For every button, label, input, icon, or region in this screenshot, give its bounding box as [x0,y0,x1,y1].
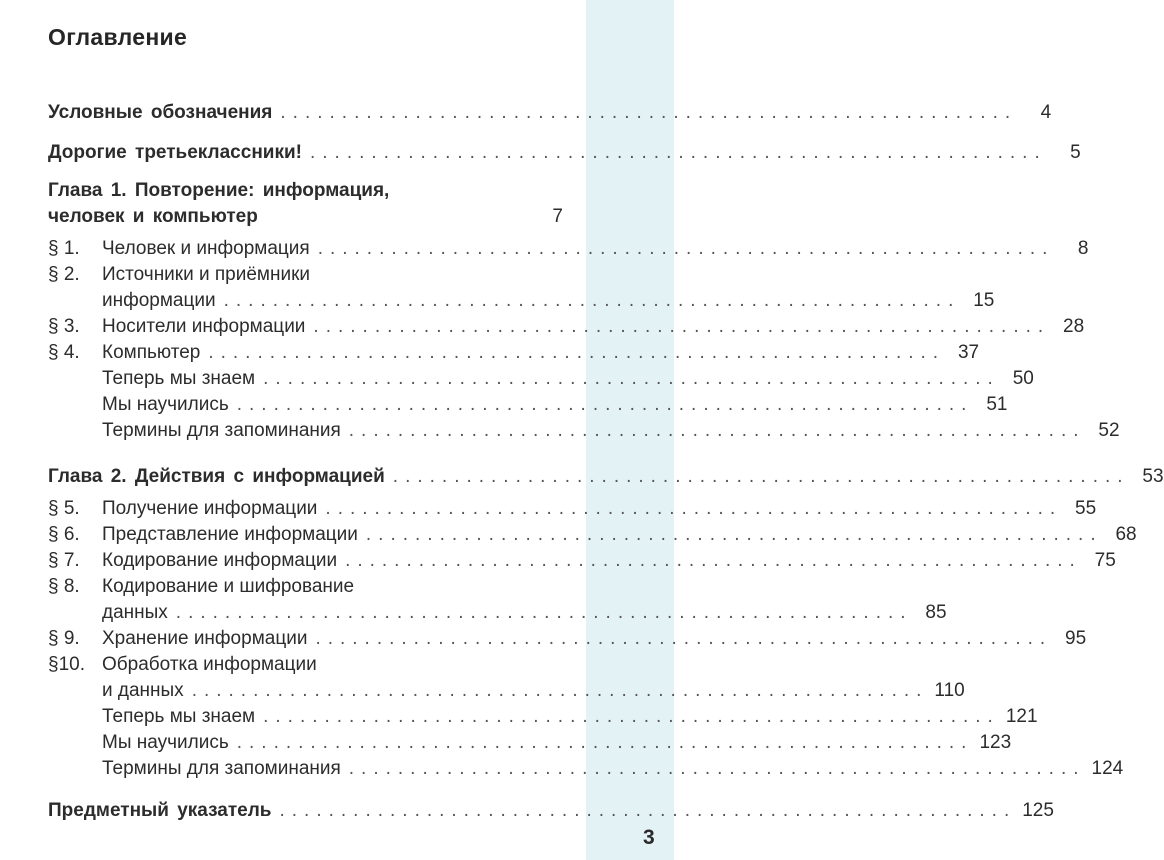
dot-leader: ............................................................ [392,466,1130,487]
toc-entry-title: Термины для запоминания [102,420,341,441]
toc-page-number: 7 [552,206,563,227]
section-title: Кодирование и шифрование [102,576,355,597]
toc-entry-title: Условные обозначения [48,102,273,123]
toc-ch2-learned[interactable] [48,732,1012,758]
toc-page-number: 4 [1040,102,1052,123]
toc-section-2[interactable] [48,264,563,290]
toc-entry-title: Дорогие третьеклассники! [48,142,302,163]
toc-section-8[interactable] [48,576,563,602]
toc-section-10[interactable] [48,654,563,680]
section-title: Кодирование информации [102,550,338,571]
section-number: § 7. [48,550,80,571]
dot-leader: ............................................................ [208,342,946,363]
toc-section-5[interactable] [48,498,1097,524]
dot-leader: ............................................................ [175,602,913,623]
page-number: 3 [643,826,655,849]
section-number: § 5. [48,498,80,519]
toc-page-number: 121 [1005,706,1038,727]
dot-leader: ............................................................ [365,524,1103,545]
toc-section-3[interactable] [48,316,1085,342]
table-of-contents [48,96,1164,821]
dot-leader: ............................................................ [263,706,1000,727]
toc-page-number: 124 [1091,758,1124,779]
toc-ch1-known[interactable] [48,368,1034,394]
toc-page-number: 28 [1063,316,1085,337]
section-title: Источники и приёмники [102,264,311,285]
dot-leader: ............................................................ [310,142,1047,163]
chapter-title: Глава 2. Действия с информацией [48,466,385,487]
dot-leader: ............................................................ [345,550,1082,571]
toc-ch2-terms[interactable] [48,758,1124,784]
toc-section-10-cont[interactable] [48,680,965,706]
toc-page-number: 85 [925,602,947,623]
section-number: § 9. [48,628,80,649]
toc-page-number: 53 [1142,466,1164,487]
section-number: § 8. [48,576,80,597]
dot-leader: ............................................................ [279,800,1017,821]
dot-leader: ............................................................ [325,498,1063,519]
dot-leader: ............................................................ [236,394,974,415]
section-title: Хранение информации [102,628,308,649]
toc-page-number: 15 [973,290,995,311]
section-number: § 2. [48,264,80,285]
toc-page-number: 123 [979,732,1012,753]
section-number: § 6. [48,524,80,545]
toc-section-1[interactable] [48,238,1089,264]
toc-section-9[interactable] [48,628,1087,654]
toc-chapter-1-cont[interactable] [48,206,563,232]
toc-ch1-terms[interactable] [48,420,1120,446]
toc-ch1-learned[interactable] [48,394,1008,420]
toc-entry-title: Мы научились [102,394,229,415]
section-number: § 4. [48,342,80,363]
toc-section-8-cont[interactable] [48,602,947,628]
section-title: Обработка информации [102,654,317,675]
section-title: Получение информации [102,498,318,519]
toc-ch2-known[interactable] [48,706,1038,732]
toc-page-number: 75 [1094,550,1116,571]
dot-leader: ............................................................ [223,290,961,311]
toc-section-7[interactable] [48,550,1116,576]
toc-page-number: 5 [1070,142,1081,163]
toc-page-number: 125 [1022,800,1054,821]
dot-leader: ............................................................ [236,732,974,753]
chapter-title-cont: человек и компьютер [48,206,258,227]
dot-leader: ............................................................ [263,368,1000,389]
dot-leader: ............................................................ [348,420,1086,441]
toc-entry-title: Мы научились [102,732,229,753]
toc-page-number: 8 [1077,238,1089,259]
toc-entry-index[interactable] [48,800,1054,826]
toc-section-4[interactable] [48,342,980,368]
toc-chapter-1[interactable] [48,180,563,206]
section-title-cont: данных [102,602,168,623]
dot-leader: ............................................................ [280,102,1018,123]
section-title: Носители информации [102,316,306,337]
toc-page-number: 68 [1115,524,1137,545]
dot-leader: ............................................................ [348,758,1086,779]
dot-leader: ............................................................ [191,680,929,701]
chapter-title: Глава 1. Повторение: информация, [48,180,390,201]
section-title: Компьютер [102,342,201,363]
section-title-cont: информации [102,290,216,311]
toc-entry-title: Термины для запоминания [102,758,341,779]
toc-page-number: 37 [957,342,980,363]
section-number: §10. [48,654,85,675]
dot-leader: ............................................................ [315,628,1053,649]
section-title: Представление информации [102,524,358,545]
page-title: Оглавление [48,24,188,50]
section-number: § 3. [48,316,80,337]
toc-page-number: 50 [1012,368,1034,389]
section-number: § 1. [48,238,80,259]
toc-chapter-2[interactable] [48,466,1164,492]
toc-entry-title: Теперь мы знаем [102,368,256,389]
toc-page-number: 55 [1075,498,1097,519]
toc-section-2-cont[interactable] [48,290,995,316]
toc-entry-title: Теперь мы знаем [102,706,256,727]
dot-leader [266,206,529,228]
dot-leader: ............................................................ [317,238,1055,259]
toc-entry-greeting[interactable] [48,142,1081,168]
toc-page-number: 51 [986,394,1008,415]
toc-page-number: 110 [934,680,965,701]
dot-leader: ............................................................ [313,316,1051,337]
section-title-cont: и данных [102,680,184,701]
toc-entry-legend[interactable] [48,102,1052,128]
toc-page-number: 52 [1098,420,1120,441]
toc-entry-title: Предметный указатель [48,800,272,821]
toc-section-6[interactable] [48,524,1137,550]
section-title: Человек и информация [102,238,310,259]
toc-page-number: 95 [1065,628,1087,649]
